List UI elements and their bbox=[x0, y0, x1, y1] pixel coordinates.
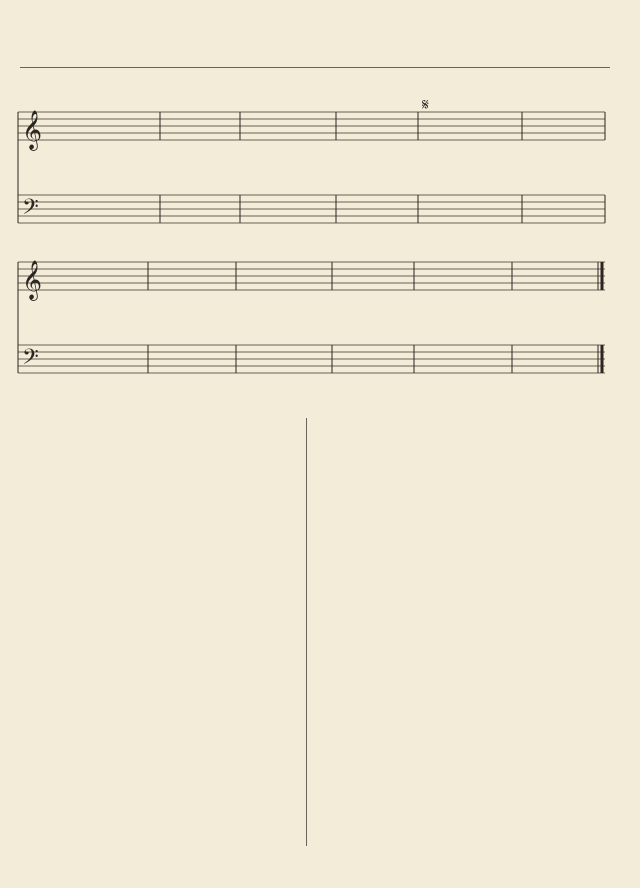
column-divider bbox=[306, 418, 307, 846]
treble-staff-2 bbox=[18, 262, 605, 290]
bass-staff-2 bbox=[18, 345, 605, 373]
barlines-2 bbox=[18, 262, 602, 373]
treble-clef-2: 𝄞 bbox=[22, 260, 43, 300]
treble-clef: 𝄞 bbox=[22, 110, 43, 150]
bass-clef-2: 𝄢 bbox=[22, 345, 39, 375]
music-system-2 bbox=[0, 0, 640, 400]
bass-clef: 𝄢 bbox=[22, 195, 39, 225]
segno-sign: 𝄋 bbox=[422, 95, 429, 114]
